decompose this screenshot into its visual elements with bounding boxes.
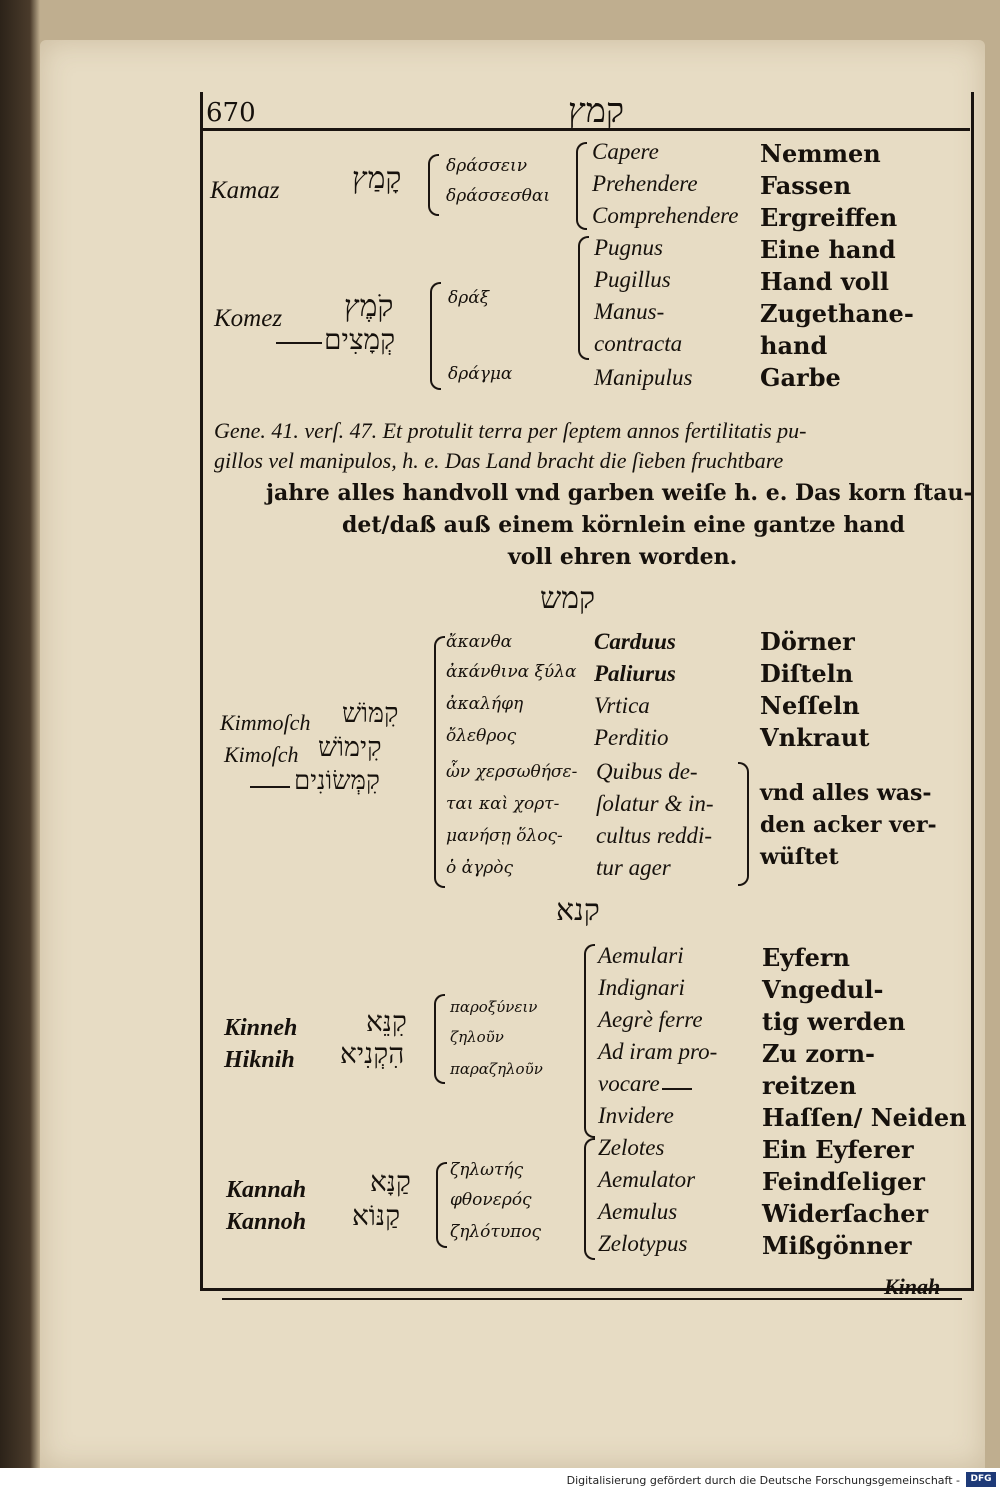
- german-word: Zu zorn-: [762, 1039, 876, 1068]
- komez-hebrew-plural: קְמָצִים: [324, 323, 396, 356]
- komez-translit: Komez: [214, 305, 283, 332]
- german-word: vnd alles was-: [760, 780, 932, 806]
- german-word: hand: [760, 331, 828, 360]
- genesis-note-line: det/daß auß einem körnlein eine gantze hand: [342, 512, 905, 538]
- german-word: tig werden: [762, 1007, 906, 1036]
- kannah-hebrew: קַנּוֹא: [352, 1199, 401, 1232]
- latin-word: contracta: [594, 331, 683, 356]
- latin-word: Capere: [592, 139, 659, 164]
- greek-word: ται καὶ χορτ-: [446, 794, 560, 814]
- greek-word: δράξ: [448, 288, 490, 308]
- latin-word: Zelotes: [598, 1135, 665, 1160]
- greek-word: παραζηλοῦν: [450, 1060, 543, 1078]
- brace: [576, 142, 587, 230]
- section-heading: קמש: [540, 581, 596, 616]
- latin-word: Manus-: [594, 299, 665, 324]
- kannah-hebrew: קַנָּא: [370, 1165, 411, 1198]
- greek-word: ἀκάνθινα ξύλα: [446, 662, 577, 682]
- page-number: 670: [206, 98, 256, 128]
- footer-rule: [222, 1298, 962, 1300]
- latin-word: vocare: [598, 1071, 660, 1096]
- kamaz-hebrew: קָמַץ: [352, 161, 402, 196]
- latin-word: Aemulator: [598, 1167, 696, 1192]
- kimmosch-hebrew-plural: קִמְּשׂוֹנִים: [294, 766, 380, 796]
- greek-word: ζηλωτής: [450, 1160, 524, 1180]
- greek-word: ὁ ἀγρὸς: [446, 858, 514, 878]
- greek-word: ἄκανθα: [446, 632, 513, 652]
- german-word: wüſtet: [760, 844, 839, 870]
- german-word: Mißgönner: [762, 1231, 912, 1260]
- latin-word: Pugnus: [594, 235, 663, 260]
- dash: [250, 786, 290, 788]
- german-word: Vngedul-: [762, 975, 884, 1004]
- kannah-translit: Kannoh: [226, 1209, 307, 1235]
- german-word: Diſteln: [760, 659, 854, 688]
- footer-credit: Digitalisierung gefördert durch die Deutsche Forschungsgemeinschaft -: [566, 1474, 960, 1487]
- german-word: Zugethane-: [760, 299, 914, 328]
- brace: [430, 282, 441, 390]
- kinneh-hebrew: קִנֵּא: [366, 1005, 407, 1038]
- latin-word: tur ager: [596, 855, 671, 880]
- latin-word: ſolatur & in-: [596, 791, 714, 816]
- latin-word: Perditio: [594, 725, 669, 750]
- kimmosch-hebrew: קִמּוֹשׁ: [342, 698, 399, 729]
- german-word: Ergreiffen: [760, 203, 898, 232]
- greek-word: δράγμα: [448, 364, 513, 384]
- greek-word: ἀκαλήφη: [446, 694, 524, 714]
- german-word: Garbe: [760, 363, 841, 392]
- latin-word: Aemulari: [598, 943, 684, 968]
- greek-word: δράσσειν: [446, 156, 528, 176]
- latin-word: Manipulus: [594, 365, 693, 390]
- dfg-logo[interactable]: DFG: [966, 1472, 996, 1487]
- kinneh-translit: Hiknih: [224, 1047, 295, 1073]
- brace: [428, 154, 439, 216]
- german-word: Nemmen: [760, 139, 881, 168]
- german-word: Vnkraut: [760, 723, 870, 752]
- latin-word: Comprehendere: [592, 203, 739, 228]
- german-word: Widerſacher: [762, 1199, 929, 1228]
- greek-word: παροξύνειν: [450, 998, 538, 1016]
- kamaz-translit: Kamaz: [210, 177, 280, 204]
- german-word: Eine hand: [760, 235, 896, 264]
- kimmosch-translit: Kimmoſch: [220, 710, 311, 735]
- greek-word: δράσσεσθαι: [446, 186, 551, 206]
- latin-word: Aemulus: [598, 1199, 678, 1224]
- latin-word: Carduus: [594, 629, 676, 654]
- german-word: Dörner: [760, 627, 855, 656]
- latin-word: Vrtica: [594, 693, 650, 718]
- kimmosch-translit: Kimoſch: [224, 742, 299, 767]
- genesis-note-line: voll ehren worden.: [508, 544, 738, 570]
- kannah-translit: Kannah: [226, 1177, 307, 1203]
- brace: [584, 944, 595, 1138]
- brace: [436, 1162, 447, 1248]
- greek-word: ζηλοῦν: [450, 1028, 504, 1046]
- german-word: Feindſeliger: [762, 1167, 925, 1196]
- greek-word: ὄλεθρος: [446, 726, 517, 746]
- digitization-footer: [0, 1468, 1000, 1492]
- latin-word: Zelotypus: [598, 1231, 688, 1256]
- german-word: reitzen: [762, 1071, 857, 1100]
- german-word: den acker ver-: [760, 812, 937, 838]
- latin-word: Pugillus: [594, 267, 671, 292]
- kimmosch-hebrew: קִימוֹשׁ: [318, 732, 382, 763]
- kinneh-translit: Kinneh: [224, 1015, 298, 1041]
- latin-word: Paliurus: [594, 661, 676, 686]
- brace: [434, 994, 445, 1084]
- brace: [738, 762, 749, 886]
- latin-word: Quibus de-: [596, 759, 698, 784]
- brace: [578, 236, 589, 360]
- catchword: Kinah: [884, 1274, 941, 1299]
- greek-word: ὧν χερσωθήσε-: [446, 762, 578, 782]
- german-word: Haſſen/ Neiden: [762, 1103, 967, 1132]
- german-word: Hand voll: [760, 267, 889, 296]
- genesis-note-line: Gene. 41. verſ. 47. Et protulit terra per ſeptem annos fertilitatis pu-: [214, 418, 807, 443]
- german-word: Eyfern: [762, 943, 850, 972]
- genesis-note-line: jahre alles handvoll vnd garben weiſe h. e. Das korn ſtau-: [266, 480, 973, 506]
- brace: [434, 636, 445, 888]
- latin-word: Invidere: [598, 1103, 674, 1128]
- dash: [662, 1088, 692, 1090]
- brace: [584, 1138, 595, 1260]
- latin-word: Ad iram pro-: [598, 1039, 718, 1064]
- greek-word: μανήσῃ ὅλος-: [446, 826, 563, 846]
- greek-word: φθονερός: [450, 1190, 532, 1210]
- latin-word: Indignari: [598, 975, 685, 1000]
- greek-word: ζηλότυπος: [450, 1222, 542, 1242]
- dash: [276, 342, 322, 344]
- german-word: Ein Eyferer: [762, 1135, 914, 1164]
- section-heading: קנא: [556, 893, 600, 928]
- latin-word: Prehendere: [592, 171, 698, 196]
- page-heading: קמץ: [568, 91, 625, 131]
- german-word: Fassen: [760, 171, 852, 200]
- latin-word: cultus reddi-: [596, 823, 713, 848]
- german-word: Neſſeln: [760, 691, 860, 720]
- komez-hebrew: קֹמֶץ: [344, 289, 394, 324]
- latin-word: Aegrè ferre: [598, 1007, 703, 1032]
- kinneh-hebrew: הִקְנִיא: [340, 1037, 405, 1070]
- genesis-note-line: gillos vel manipulos, h. e. Das Land bracht die ſieben fruchtbare: [214, 448, 784, 473]
